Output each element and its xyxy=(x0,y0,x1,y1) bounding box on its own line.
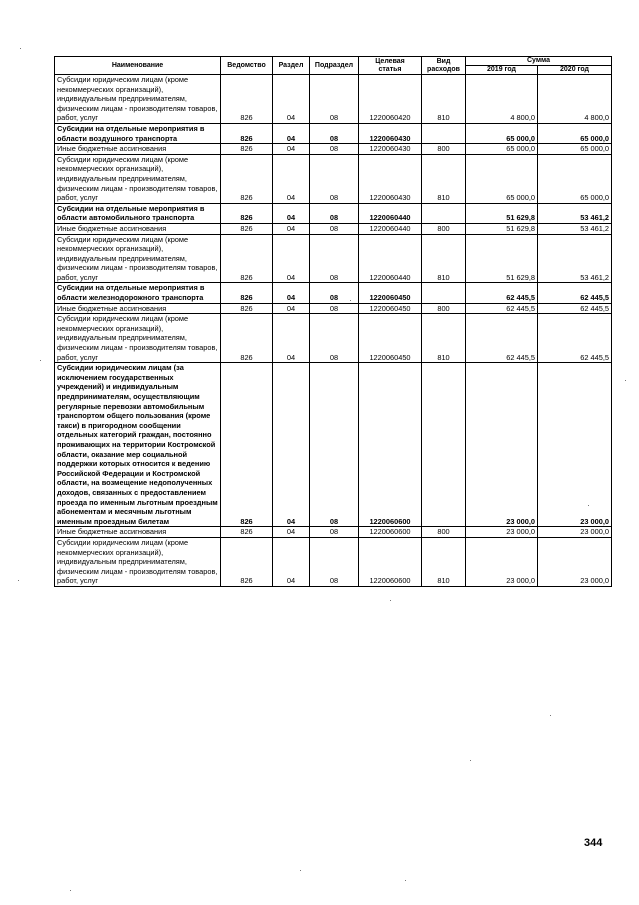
row-name: Субсидии на отдельные мероприятия в области автомобильного транспорта xyxy=(55,203,221,223)
row-section: 04 xyxy=(273,203,310,223)
table-row xyxy=(55,537,612,586)
header-type-line2: расходов xyxy=(427,65,460,73)
row-2020: 53 461,2 xyxy=(538,223,612,234)
row-section: 04 xyxy=(273,223,310,234)
row-subsection: 08 xyxy=(310,154,359,203)
scan-speck xyxy=(18,580,19,581)
row-name: Субсидии на отдельные мероприятия в области воздушного транспорта xyxy=(55,123,221,143)
row-target: 1220060420 xyxy=(359,75,422,124)
header-section: Раздел xyxy=(273,57,310,75)
budget-table xyxy=(54,56,612,587)
header-type xyxy=(422,57,466,75)
row-section: 04 xyxy=(273,283,310,303)
row-type: 800 xyxy=(422,527,466,538)
scan-speck xyxy=(390,600,391,601)
table-body xyxy=(55,75,612,587)
row-subsection: 08 xyxy=(310,303,359,314)
row-type: 810 xyxy=(422,75,466,124)
table-header xyxy=(55,57,612,75)
row-2019: 51 629,8 xyxy=(466,223,538,234)
row-dept: 826 xyxy=(221,363,273,527)
row-2019: 4 800,0 xyxy=(466,75,538,124)
row-subsection: 08 xyxy=(310,283,359,303)
table-row xyxy=(55,144,612,155)
row-subsection: 08 xyxy=(310,203,359,223)
row-section: 04 xyxy=(273,234,310,283)
row-name: Субсидии юридическим лицам (кроме некоммерческих организаций), индивидуальным предпринимателям, физическим лицам - производителям товаров, работ, услуг xyxy=(55,75,221,124)
row-target: 1220060440 xyxy=(359,223,422,234)
row-type xyxy=(422,363,466,527)
row-type: 810 xyxy=(422,154,466,203)
row-target: 1220060450 xyxy=(359,314,422,363)
row-2020: 4 800,0 xyxy=(538,75,612,124)
row-target: 1220060450 xyxy=(359,303,422,314)
scan-speck xyxy=(40,360,41,361)
row-dept: 826 xyxy=(221,123,273,143)
row-subsection: 08 xyxy=(310,75,359,124)
row-dept: 826 xyxy=(221,234,273,283)
header-year-2020: 2020 год xyxy=(538,66,612,75)
row-2020: 62 445,5 xyxy=(538,314,612,363)
row-section: 04 xyxy=(273,154,310,203)
row-dept: 826 xyxy=(221,203,273,223)
row-2020: 62 445,5 xyxy=(538,283,612,303)
row-name: Иные бюджетные ассигнования xyxy=(55,144,221,155)
row-target: 1220060430 xyxy=(359,154,422,203)
row-2020: 65 000,0 xyxy=(538,144,612,155)
row-name: Субсидии юридическим лицам (кроме некоммерческих организаций), индивидуальным предпринимателям, физическим лицам - производителям товаров, работ, услуг xyxy=(55,234,221,283)
row-2019: 23 000,0 xyxy=(466,527,538,538)
header-target xyxy=(359,57,422,75)
row-section: 04 xyxy=(273,303,310,314)
row-section: 04 xyxy=(273,144,310,155)
row-target: 1220060600 xyxy=(359,527,422,538)
row-type: 810 xyxy=(422,234,466,283)
header-type-line1: Вид xyxy=(436,57,451,65)
row-target: 1220060440 xyxy=(359,203,422,223)
row-dept: 826 xyxy=(221,303,273,314)
row-2019: 51 629,8 xyxy=(466,203,538,223)
header-dept: Ведомство xyxy=(221,57,273,75)
row-name: Субсидии юридическим лицам (за исключением государственных учреждений) и индивидуальным предпринимателям, осуществляющим регулярные перевозки автомобильным транспортом общего пользования (кроме такси) в пригородном сообщении отдельных категорий граждан, постоянно проживающих на территории Костромской области, оказание мер социальной поддержки которых относится к ведению Российской Федерации и Костромской области, на возмещение недополученных доходов, связанных с предоставлением проезда по именным льготным проездным абонементам и месячным льготным именным проездным билетам xyxy=(55,363,221,527)
row-target: 1220060600 xyxy=(359,537,422,586)
row-subsection: 08 xyxy=(310,314,359,363)
table-row xyxy=(55,154,612,203)
row-name: Субсидии юридическим лицам (кроме некоммерческих организаций), индивидуальным предпринимателям, физическим лицам - производителям товаров, работ, услуг xyxy=(55,314,221,363)
row-2019: 65 000,0 xyxy=(466,144,538,155)
row-name: Иные бюджетные ассигнования xyxy=(55,303,221,314)
row-2019: 62 445,5 xyxy=(466,314,538,363)
row-2020: 23 000,0 xyxy=(538,527,612,538)
row-section: 04 xyxy=(273,75,310,124)
row-2019: 65 000,0 xyxy=(466,123,538,143)
row-name: Субсидии юридическим лицам (кроме некоммерческих организаций), индивидуальным предпринимателям, физическим лицам - производителям товаров, работ, услуг xyxy=(55,537,221,586)
table-row xyxy=(55,363,612,527)
table-row xyxy=(55,75,612,124)
row-type: 810 xyxy=(422,314,466,363)
row-2019: 65 000,0 xyxy=(466,154,538,203)
row-target: 1220060440 xyxy=(359,234,422,283)
table-row xyxy=(55,123,612,143)
row-type: 800 xyxy=(422,144,466,155)
row-name: Субсидии юридическим лицам (кроме некоммерческих организаций), индивидуальным предпринимателям, физическим лицам - производителям товаров, работ, услуг xyxy=(55,154,221,203)
row-subsection: 08 xyxy=(310,144,359,155)
row-section: 04 xyxy=(273,314,310,363)
row-2020: 65 000,0 xyxy=(538,154,612,203)
row-type: 800 xyxy=(422,223,466,234)
row-subsection: 08 xyxy=(310,527,359,538)
row-subsection: 08 xyxy=(310,223,359,234)
header-target-line1: Целевая xyxy=(375,57,405,65)
header-subsection: Подраздел xyxy=(310,57,359,75)
scan-speck xyxy=(20,48,21,49)
row-2019: 62 445,5 xyxy=(466,303,538,314)
row-target: 1220060430 xyxy=(359,144,422,155)
row-section: 04 xyxy=(273,123,310,143)
header-target-line2: статья xyxy=(378,65,402,73)
row-dept: 826 xyxy=(221,223,273,234)
scan-speck xyxy=(350,300,351,301)
row-dept: 826 xyxy=(221,144,273,155)
row-2019: 23 000,0 xyxy=(466,363,538,527)
scan-speck xyxy=(70,890,71,891)
row-type xyxy=(422,203,466,223)
scan-speck xyxy=(300,870,301,871)
row-type: 800 xyxy=(422,303,466,314)
row-target: 1220060600 xyxy=(359,363,422,527)
row-subsection: 08 xyxy=(310,234,359,283)
row-dept: 826 xyxy=(221,75,273,124)
row-type xyxy=(422,123,466,143)
row-target: 1220060430 xyxy=(359,123,422,143)
row-type xyxy=(422,283,466,303)
row-2019: 62 445,5 xyxy=(466,283,538,303)
row-2020: 65 000,0 xyxy=(538,123,612,143)
scan-speck xyxy=(470,760,471,761)
row-dept: 826 xyxy=(221,283,273,303)
row-dept: 826 xyxy=(221,314,273,363)
table-row xyxy=(55,303,612,314)
table-row xyxy=(55,203,612,223)
header-sum: Сумма xyxy=(466,57,612,66)
row-dept: 826 xyxy=(221,537,273,586)
header-name: Наименование xyxy=(55,57,221,75)
row-section: 04 xyxy=(273,363,310,527)
scan-speck xyxy=(588,505,589,506)
row-2020: 23 000,0 xyxy=(538,537,612,586)
table-row xyxy=(55,314,612,363)
row-2019: 51 629,8 xyxy=(466,234,538,283)
row-name: Субсидии на отдельные мероприятия в области железнодорожного транспорта xyxy=(55,283,221,303)
row-subsection: 08 xyxy=(310,363,359,527)
row-name: Иные бюджетные ассигнования xyxy=(55,527,221,538)
header-year-2019: 2019 год xyxy=(466,66,538,75)
table-row xyxy=(55,527,612,538)
table-row xyxy=(55,234,612,283)
row-target: 1220060450 xyxy=(359,283,422,303)
row-subsection: 08 xyxy=(310,123,359,143)
row-dept: 826 xyxy=(221,527,273,538)
row-2020: 62 445,5 xyxy=(538,303,612,314)
scan-speck xyxy=(550,715,551,716)
table-row xyxy=(55,283,612,303)
scan-speck xyxy=(405,880,406,881)
row-2019: 23 000,0 xyxy=(466,537,538,586)
row-dept: 826 xyxy=(221,154,273,203)
row-name: Иные бюджетные ассигнования xyxy=(55,223,221,234)
row-section: 04 xyxy=(273,527,310,538)
row-section: 04 xyxy=(273,537,310,586)
page-number: 344 xyxy=(584,837,603,849)
row-type: 810 xyxy=(422,537,466,586)
row-subsection: 08 xyxy=(310,537,359,586)
scan-speck xyxy=(625,380,626,381)
table-row xyxy=(55,223,612,234)
row-2020: 53 461,2 xyxy=(538,234,612,283)
row-2020: 23 000,0 xyxy=(538,363,612,527)
row-2020: 53 461,2 xyxy=(538,203,612,223)
